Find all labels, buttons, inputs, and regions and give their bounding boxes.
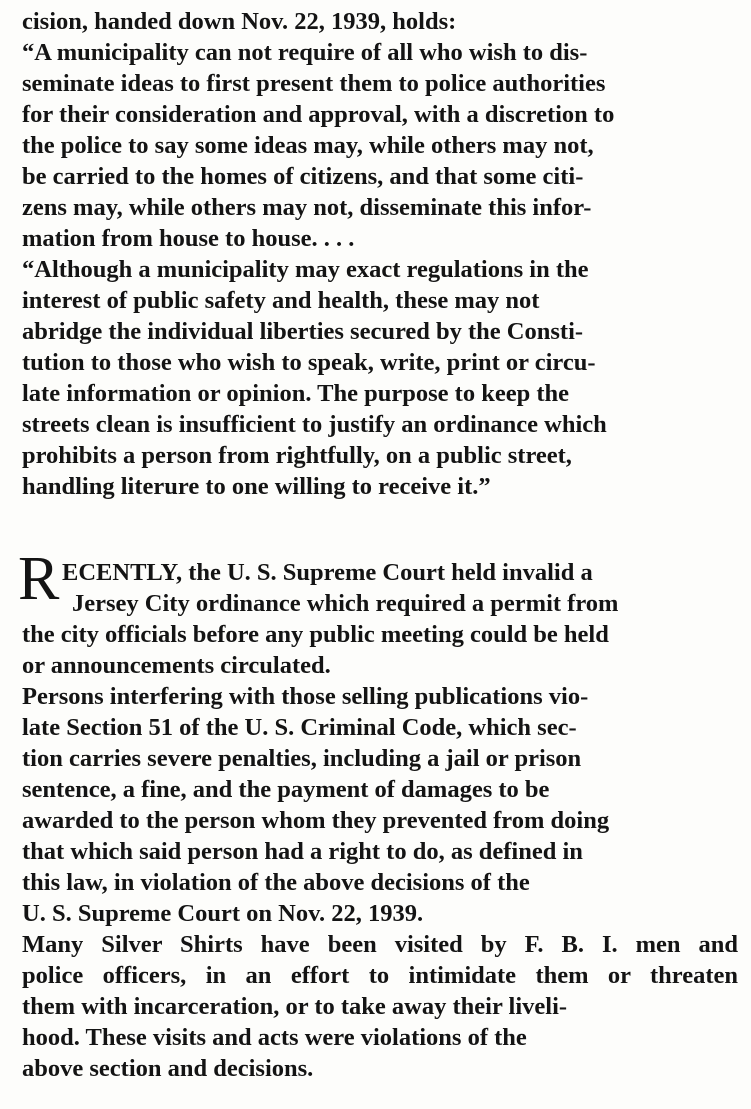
text-line: the city officials before any public meeting could be held xyxy=(22,621,609,648)
text-line: mation from house to house. . . . xyxy=(22,225,355,252)
text-line: for their consideration and approval, with a discretion to xyxy=(22,101,615,128)
text-line: hood. These visits and acts were violations of the xyxy=(22,1024,527,1051)
text-line: prohibits a person from rightfully, on a public street, xyxy=(22,442,572,469)
text-line: tion carries severe penalties, including a jail or prison xyxy=(22,745,582,772)
text-line: handling literure to one willing to receive it.” xyxy=(22,473,491,500)
text-line: zens may, while others may not, disseminate this infor- xyxy=(22,194,592,221)
text-line: late information or opinion. The purpose to keep the xyxy=(22,380,569,407)
text-line: this law, in violation of the above decisions of the xyxy=(22,869,530,896)
text-line: U. S. Supreme Court on Nov. 22, 1939. xyxy=(22,900,424,927)
text-line: be carried to the homes of citizens, and that some citi- xyxy=(22,163,584,190)
text-line: cision, handed down Nov. 22, 1939, holds: xyxy=(22,8,457,35)
text-line: or announcements circulated. xyxy=(22,652,331,679)
text-line: streets clean is insufficient to justify an ordinance which xyxy=(22,411,607,438)
text-line: “A municipality can not require of all who wish to dis- xyxy=(22,39,588,66)
text-line: “Although a municipality may exact regulations in the xyxy=(22,256,589,283)
text-line: Jersey City ordinance which required a permit from xyxy=(72,590,619,617)
text-line: seminate ideas to first present them to police authorities xyxy=(22,70,606,97)
text-line: late Section 51 of the U. S. Criminal Code, which sec- xyxy=(22,714,577,741)
text-line: Many Silver Shirts have been visited by F. B. I. men and xyxy=(22,931,739,958)
text-line: Persons interfering with those selling publications vio- xyxy=(22,683,589,710)
text-line: ECENTLY, the U. S. Supreme Court held invalid a xyxy=(62,559,593,586)
text-line: interest of public safety and health, these may not xyxy=(22,287,540,314)
text-line: them with incarceration, or to take away their liveli- xyxy=(22,993,568,1020)
text-line: that which said person had a right to do, as defined in xyxy=(22,838,583,865)
drop-cap: R xyxy=(18,545,60,613)
text-line: awarded to the person whom they prevented from doing xyxy=(22,807,610,834)
text-line: above section and decisions. xyxy=(22,1055,314,1082)
text-line: the police to say some ideas may, while others may not, xyxy=(22,132,594,159)
text-line: abridge the individual liberties secured by the Consti- xyxy=(22,318,584,345)
text-line: tution to those who wish to speak, write, print or circu- xyxy=(22,349,596,376)
text-line: sentence, a fine, and the payment of damages to be xyxy=(22,776,550,803)
text-line: police officers, in an effort to intimidate them or threaten xyxy=(22,962,739,989)
